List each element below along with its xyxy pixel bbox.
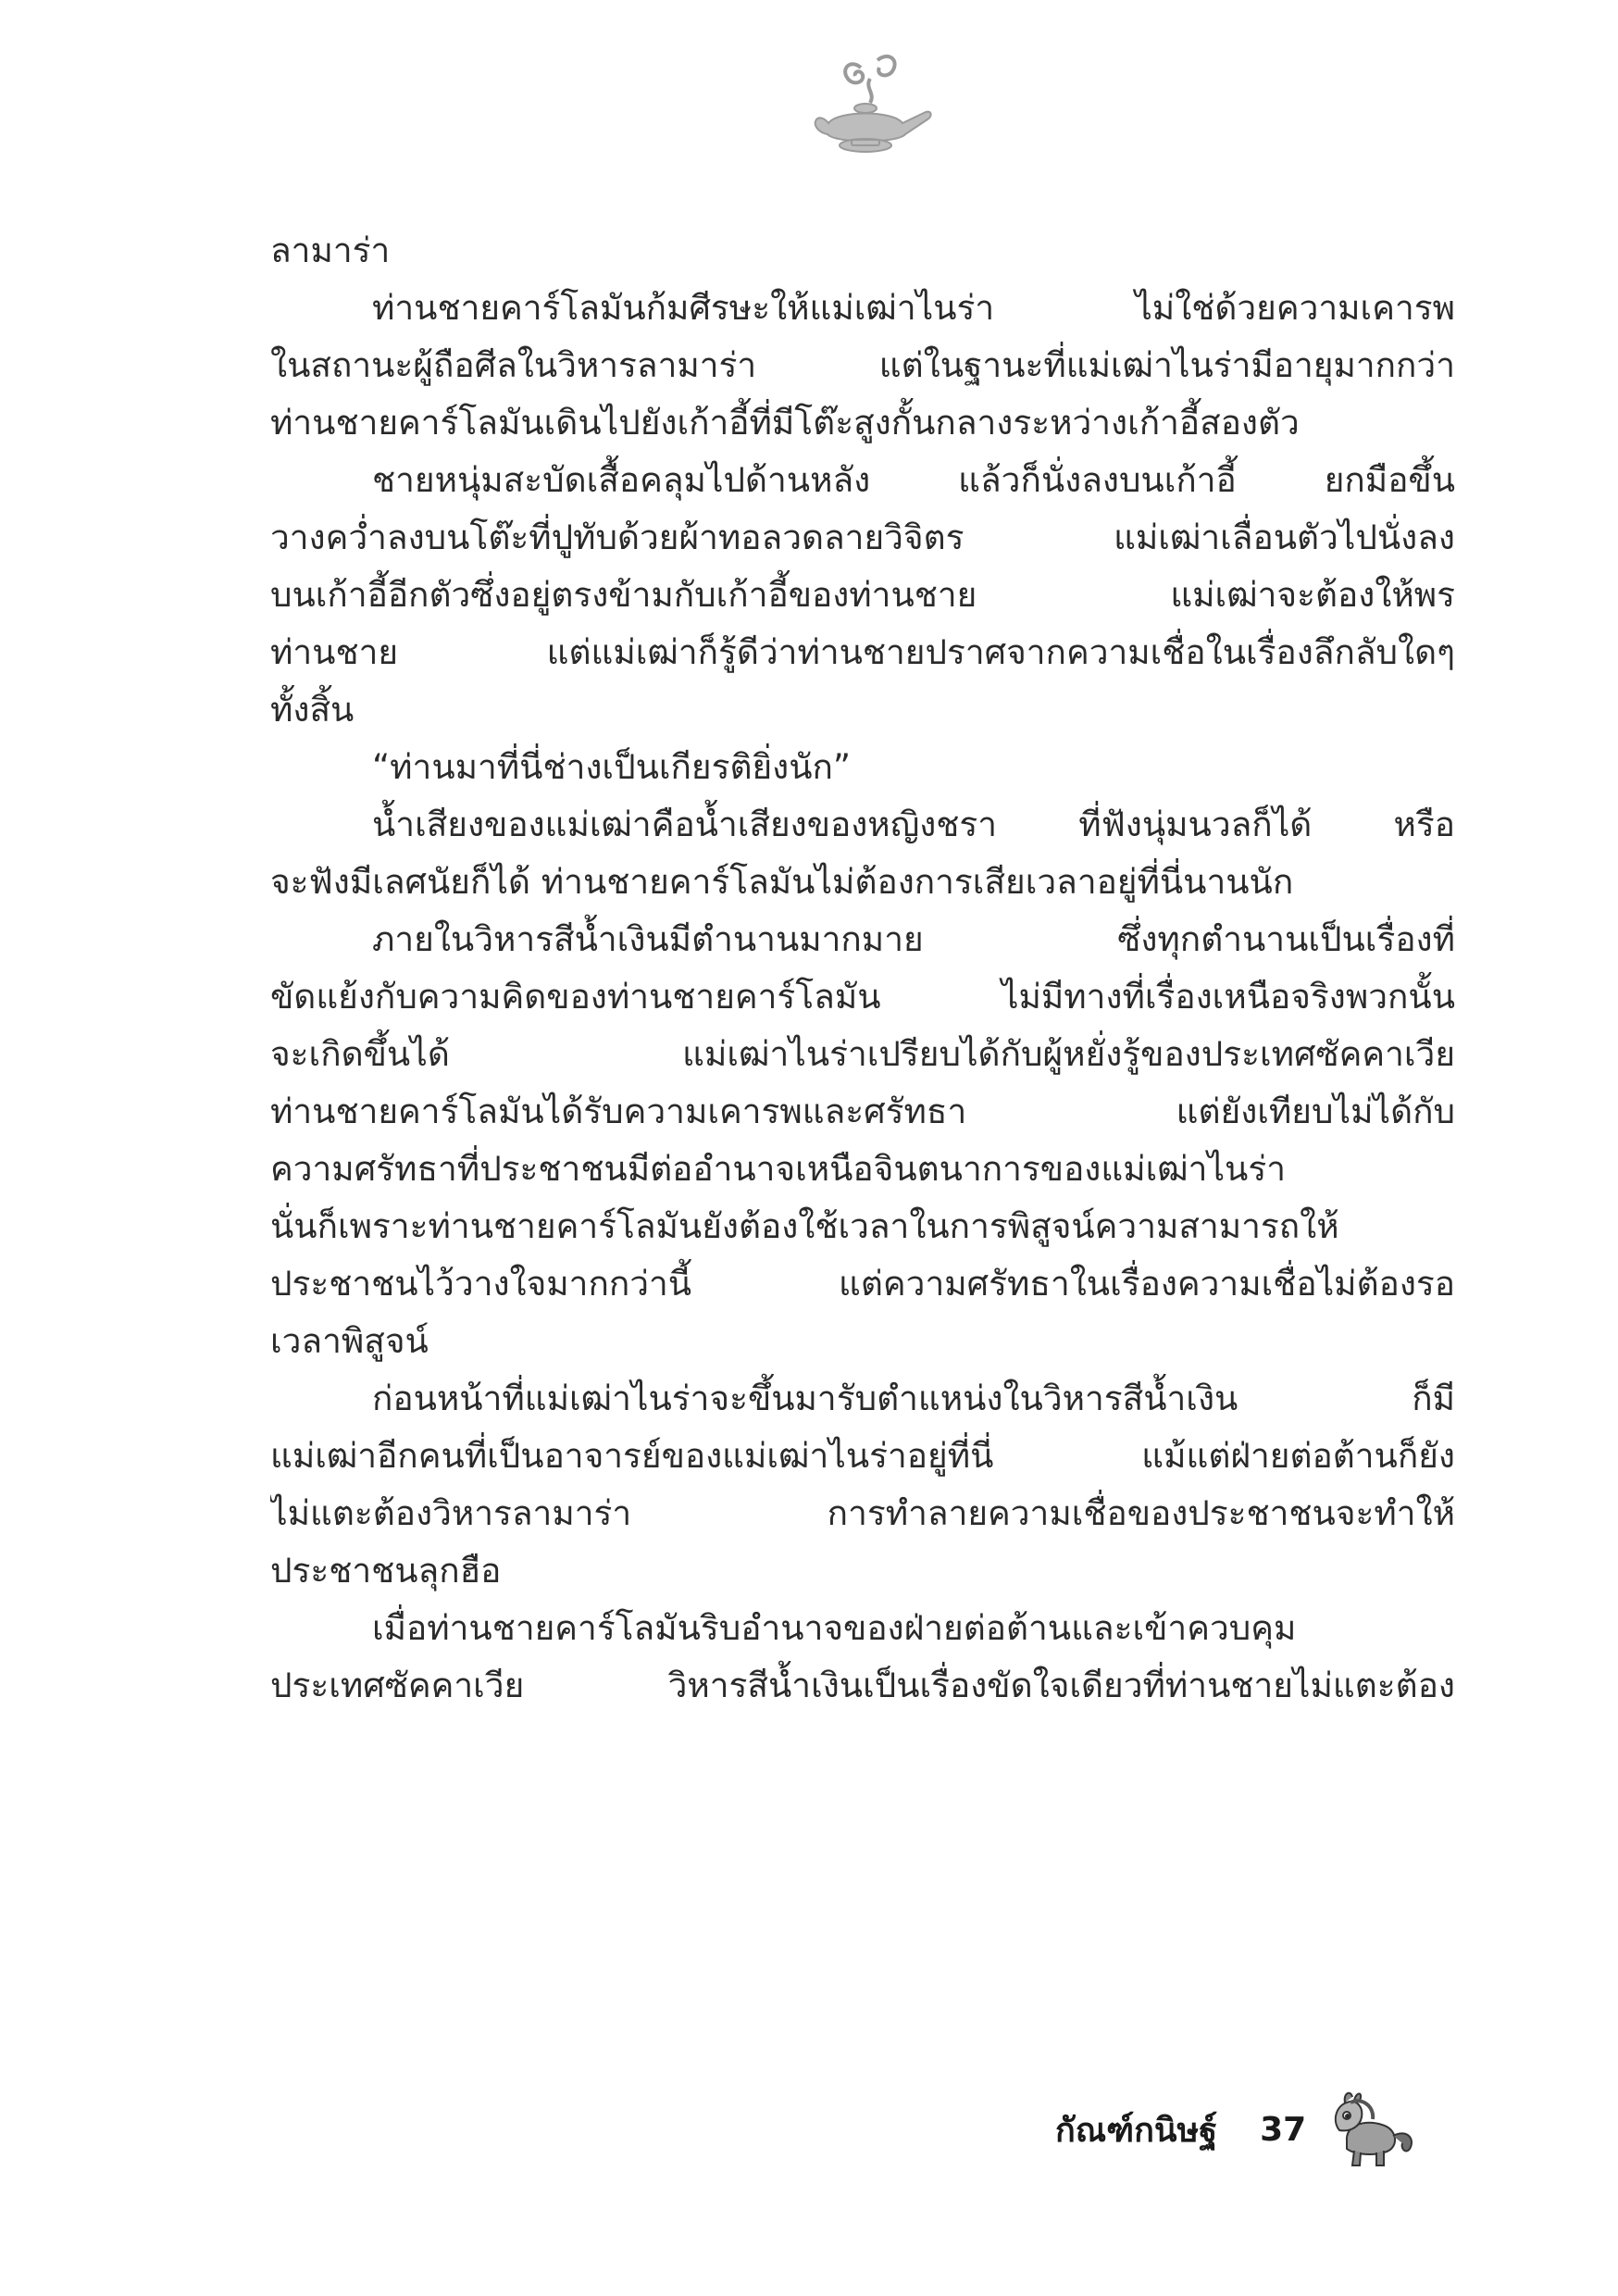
text-line: นั่นก็เพราะท่านชายคาร์โลมันยังต้องใช้เวลาในการพิสูจน์ความสามารถให้: [270, 1206, 1339, 1246]
text-line: “ท่านมาที่นี่ช่างเป็นเกียรติยิ่งนัก”: [372, 747, 852, 787]
text-line: ก่อนหน้าที่แม่เฒ่าไนร่าจะขึ้นมารับตำแหน่งในวิหารสีน้ำเงิน ก็มี: [372, 1379, 1455, 1418]
text-line: ขัดแย้งกับความคิดของท่านชายคาร์โลมัน ไม่มีทางที่เรื่องเหนือจริงพวกนั้น: [270, 977, 1455, 1017]
text-line: วางคว่ำลงบนโต๊ะที่ปูทับด้วยผ้าทอลวดลายวิจิตร แม่เฒ่าเลื่อนตัวไปนั่งลง: [270, 518, 1455, 557]
text-line: ไม่แตะต้องวิหารลามาร่า การทำลายความเชื่อของประชาชนจะทำให้: [270, 1493, 1455, 1533]
text-line: เมื่อท่านชายคาร์โลมันริบอำนาจของฝ่ายต่อต้านและเข้าควบคุม: [372, 1608, 1297, 1648]
text-line: น้ำเสียงของแม่เฒ่าคือน้ำเสียงของหญิงชรา ที่ฟังนุ่มนวลก็ได้ หรือ: [372, 805, 1455, 844]
text-line: ประชาชนลุกฮือ: [270, 1551, 502, 1591]
text-line: ภายในวิหารสีน้ำเงินมีตำนานมากมาย ซึ่งทุกตำนานเป็นเรื่องที่: [372, 919, 1455, 959]
text-line: ในสถานะผู้ถือศีลในวิหารลามาร่า แต่ในฐานะที่แม่เฒ่าไนร่ามีอายุมากกว่า: [270, 345, 1455, 385]
book-title: กัณฑ์กนิษฐ์: [1055, 2111, 1218, 2150]
text-line: จะเกิดขึ้นได้ แม่เฒ่าไนร่าเปรียบได้กับผู้หยั่งรู้ของประเทศซัคคาเวีย: [270, 1034, 1455, 1074]
text-line: ท่านชายคาร์โลมันก้มศีรษะให้แม่เฒ่าไนร่า ไม่ใช่ด้วยความเคารพ: [372, 288, 1455, 328]
text-line: เวลาพิสูจน์: [270, 1321, 429, 1361]
text-line: ชายหนุ่มสะบัดเสื้อคลุมไปด้านหลัง แล้วก็นั่งลงบนเก้าอี้ ยกมือขึ้น: [372, 460, 1455, 500]
text-line: จะฟังมีเลศนัยก็ได้ ท่านชายคาร์โลมันไม่ต้องการเสียเวลาอยู่ที่นี่นานนัก: [270, 862, 1294, 902]
body-text: [270, 222, 1455, 1715]
text-line: ประเทศซัคคาเวีย วิหารสีน้ำเงินเป็นเรื่องขัดใจเดียวที่ท่านชายไม่แตะต้อง: [270, 1666, 1455, 1705]
text-line: ประชาชนไว้วางใจมากกว่านี้ แต่ความศรัทธาในเรื่องความเชื่อไม่ต้องรอ: [270, 1264, 1455, 1304]
horse-mascot-icon: [1319, 2088, 1421, 2171]
page-footer: [1055, 2088, 1421, 2171]
text-line: ทั้งสิ้น: [270, 690, 355, 730]
text-line: ความศรัทธาที่ประชาชนมีต่ออำนาจเหนือจินตนาการของแม่เฒ่าไนร่า: [270, 1149, 1286, 1189]
text-line: ลามาร่า: [270, 231, 391, 270]
text-line: ท่านชายคาร์โลมันเดินไปยังเก้าอี้ที่มีโต๊ะสูงกั้นกลางระหว่างเก้าอี้สองตัว: [270, 403, 1300, 443]
text-line: บนเก้าอี้อีกตัวซึ่งอยู่ตรงข้ามกับเก้าอี้ของท่านชาย แม่เฒ่าจะต้องให้พร: [270, 575, 1455, 615]
page-number: 37: [1260, 2110, 1307, 2149]
magic-lamp-icon: [796, 51, 935, 162]
text-line: แม่เฒ่าอีกคนที่เป็นอาจารย์ของแม่เฒ่าไนร่าอยู่ที่นี่ แม้แต่ฝ่ายต่อต้านก็ยัง: [270, 1436, 1455, 1476]
text-line: ท่านชายคาร์โลมันได้รับความเคารพและศรัทธา แต่ยังเทียบไม่ได้กับ: [270, 1092, 1455, 1131]
text-line: ท่านชาย แต่แม่เฒ่าก็รู้ดีว่าท่านชายปราศจากความเชื่อในเรื่องลึกลับใดๆ: [270, 632, 1455, 672]
